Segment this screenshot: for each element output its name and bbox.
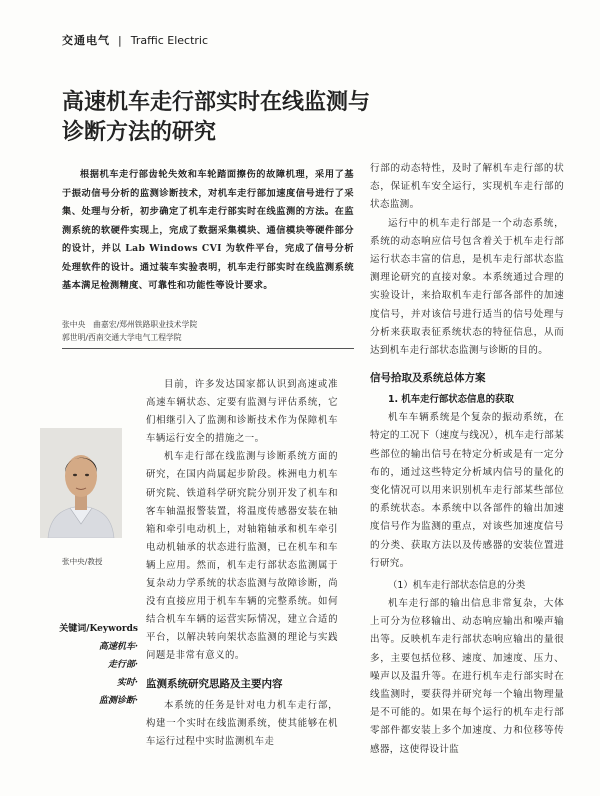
section-label: 交通电气 [62, 34, 110, 47]
subsection-heading: （1）机车走行部状态信息的分类 [388, 580, 526, 592]
right-column [370, 160, 564, 759]
body-paragraph: 机车走行部在线监测与诊断系统方面的研究，在国内尚属起步阶段。株洲电力机车研究院、铁道科学研究院分别开发了机车和客车轴温报警装置，将温度传感器安装在轴箱和牵引电动机上，对轴箱轴承和机车牵引电动机轴承的状态进行监测，已在机车和车辆上应用。然而，机车走行部状态监测属于复杂动力学系统的状态监测与故障诊断，尚没有直接应用于机车车辆的完整系统。如何结合机车车辆的运营实际情况，建立合适的平台，以解决转向架状态监测的理论与实践问题是非常有意义的。 [146, 451, 338, 662]
journal-header [62, 32, 208, 48]
body-paragraph: 行部的动态特性，及时了解机车走行部的状态，保证机车安全运行，实现机车走行部的状态监测。 [370, 163, 564, 211]
article-title [62, 88, 462, 148]
photo-caption: 张中央/教授 [62, 557, 103, 566]
body-paragraph: 机车车辆系统是个复杂的振动系统，在特定的工况下（速度与线况），机车走行部某些部位的输出信号在特定分析或是有一定分布的，通过这些特定分析域内信号的量化的变化情况可以用来识别机车走行部某些部位的系统状态。本系统中以各部件的输出加速度信号作为监测的重点，对该些加速度信号的分类、获取方法以及传感器的安装位置进行研究。 [370, 412, 564, 569]
author-line-1: 张中央 曲嘉宏/郑州铁路职业技术学院 [62, 320, 198, 329]
keyword-item: 走行部· [107, 660, 138, 670]
body-paragraph: 运行中的机车走行部是一个动态系统，系统的动态响应信号包含着关于机车走行部运行状态丰富的信息，是机车走行部状态监测理论研究的直接对象。本系统通过合理的实验设计，来拾取机车走行部各部件的加速度信号，并对该信号进行适当的信号处理与分析来获取表征系统状态的特征信息，从而达到机车走行部状态监测与诊断的目的。 [370, 217, 564, 357]
keyword-item: 实时· [116, 678, 138, 688]
keyword-item: 监测诊断· [98, 696, 138, 706]
body-paragraph: 目前，许多发达国家都认识到高速或准高速车辆状态、定要有监测与评估系统，它们相继引入了监测和诊断技术作为保障机车车辆运行安全的措施之一。 [146, 379, 338, 445]
portrait-image [40, 428, 122, 538]
subsection-heading: 1. 机车走行部状态信息的获取 [388, 394, 514, 406]
middle-column [146, 376, 338, 751]
section-heading: 监测系统研究思路及主要内容 [146, 677, 283, 690]
author-info [62, 318, 354, 344]
keywords-title: 关键词/Keywords [59, 624, 138, 634]
title-line-2: 诊断方法的研究 [62, 120, 217, 145]
body-paragraph: 机车走行部的输出信息非常复杂，大体上可分为位移输出、动态响应输出和噪声输出等。反映机车走行部状态响应输出的量很多，主要包括位移、速度、加速度、压力、噪声以及温升等。在进行机车走行部实时在线监测时，要获得并研究每一个输出物理量是不可能的。如果在每个运行的机车走行部零部件都安装上多个加速度、力和位移等传感器，这使得设计监 [370, 598, 564, 755]
author-line-2: 郭世明/西南交通大学电气工程学院 [62, 333, 182, 342]
abstract: 根据机车走行部齿轮失效和车轮踏面擦伤的故障机理，采用了基于振动信号分析的监测诊断技术，对机车走行部加速度信号进行了采集、处理与分析，初步确定了机车走行部实时在线监测的方法。在监测系统的软硬件实现上，完成了数据采集模块、通信模块等硬件部分的设计，并以 Lab Windows CVI 为软件平台，完成了信号分析处理软件的设计。通过装车实验表明，机车走行部实时在线监测系统基本满足检测精度、可靠性和功能性等设计要求。 [62, 169, 354, 291]
keywords-block [56, 620, 138, 710]
header-separator: | [118, 34, 123, 47]
author-photo [40, 428, 122, 538]
section-heading: 信号拾取及系统总体方案 [370, 372, 486, 385]
keyword-item: 高速机车· [98, 642, 138, 652]
section-label-english: Traffic Electric [130, 34, 209, 47]
body-paragraph: 本系统的任务是针对电力机车走行部，构建一个实时在线监测系统，使其能够在机车运行过程中实时监测机车走 [146, 699, 338, 747]
abstract-divider [62, 348, 354, 349]
title-line-1: 高速机车走行部实时在线监测与 [62, 90, 371, 115]
